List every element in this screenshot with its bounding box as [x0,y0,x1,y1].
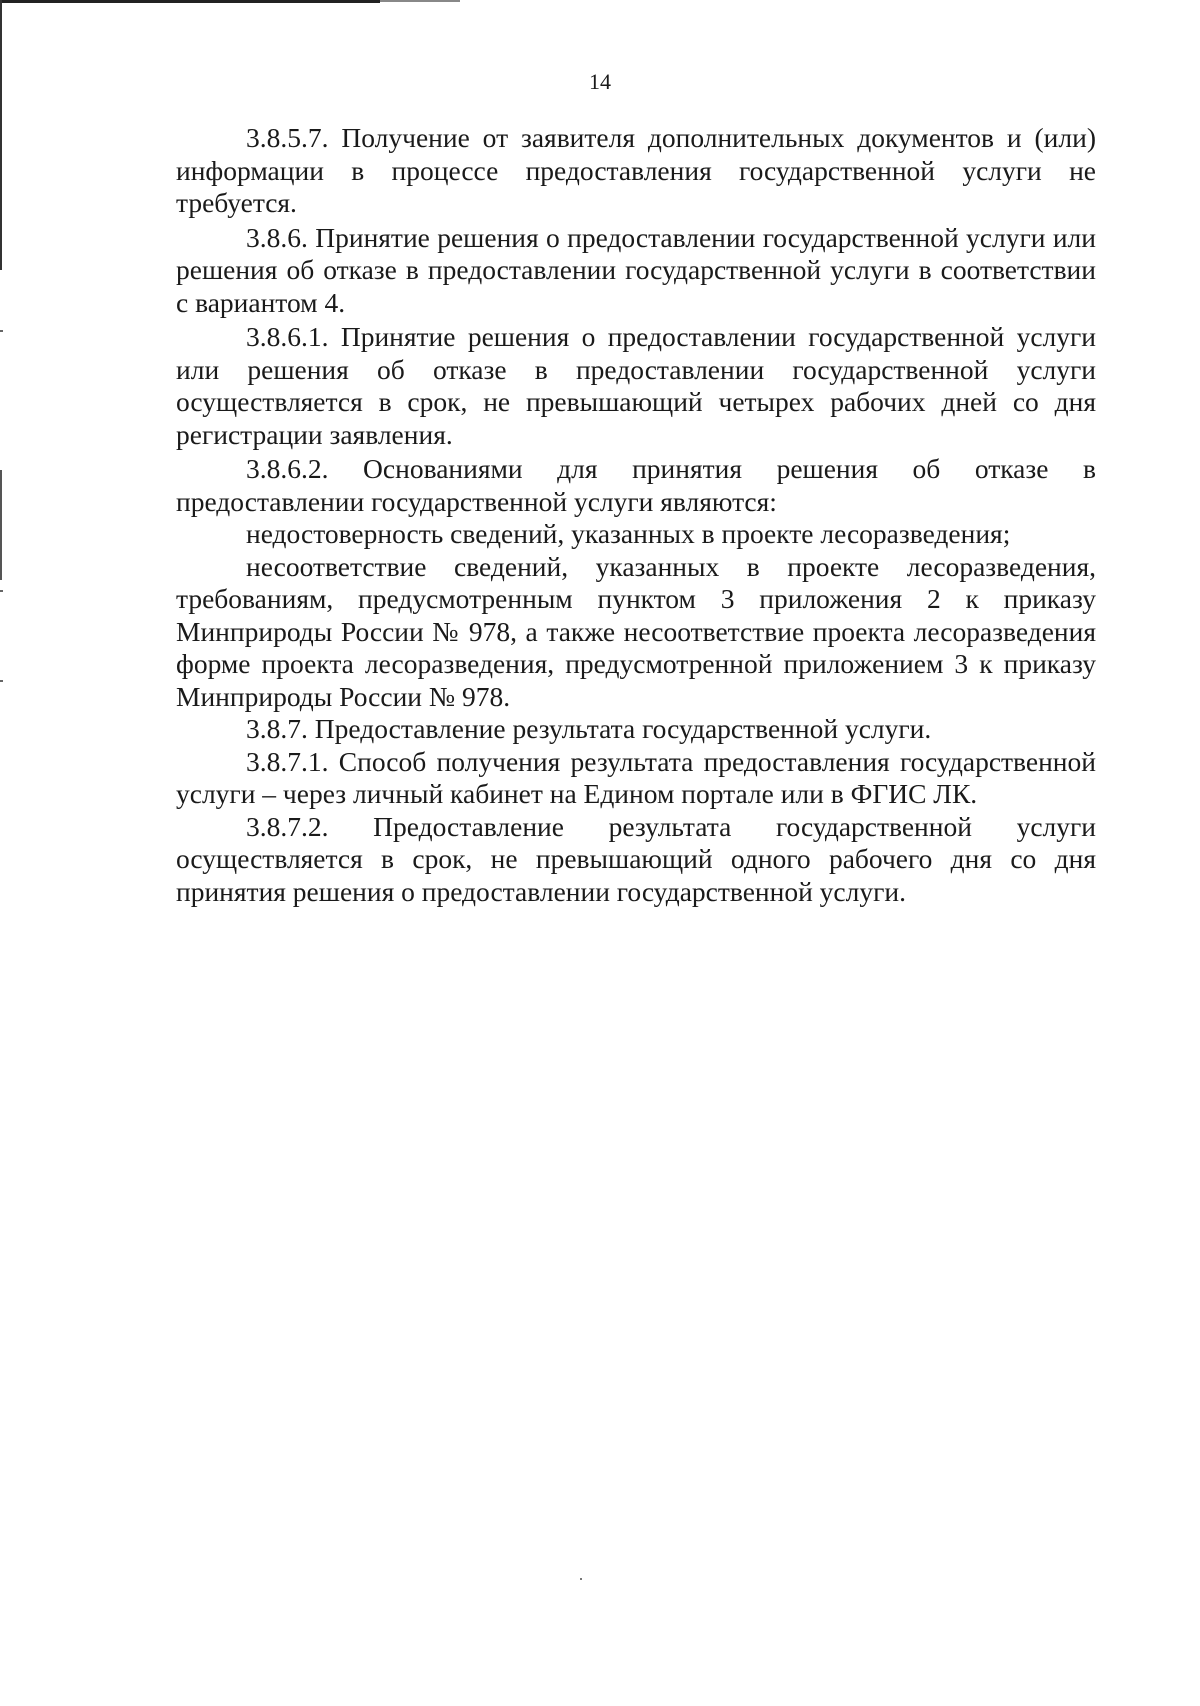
paragraph-3-8-6-2: 3.8.6.2. Основаниями для принятия решения об отказе в предоставлении государственной услуги являются: [176,453,1096,517]
scan-border-top [0,0,380,3]
paragraph-3-8-7-2: 3.8.7.2. Предоставление результата государственной услуги осуществляется в срок, не превышающий одного рабочего дня со дня принятия решения о предоставлении государственной услуги. [176,810,1096,907]
paragraph-3-8-6: 3.8.6. Принятие решения о предоставлении государственной услуги или решения об отказе в предоставлении государственной услуги в соответствии с вариантом 4. [176,221,1096,318]
scan-tick-mark [0,680,3,682]
scan-speck [580,1578,582,1580]
scan-border-top-faint [380,0,460,2]
paragraph-3-8-7: 3.8.7. Предоставление результата государственной услуги. [246,713,932,744]
paragraph-3-8-5-7: 3.8.5.7. Получение от заявителя дополнительных документов и (или) информации в процессе предоставления государственной услуги не требуется. [176,122,1096,218]
document-body [176,122,1096,908]
scan-border-left [0,0,2,270]
scan-tick-mark [0,330,3,332]
scan-border-left-lower [0,470,2,580]
scan-tick-mark [0,590,3,592]
paragraph-3-8-6-1: 3.8.6.1. Принятие решения о предоставлении государственной услуги или решения об отказе в предоставлении государственной услуги осуществляется в срок, не превышающий четырех рабочих дней со дня регистрации заявления. [176,321,1096,450]
page-number: 14 [589,69,611,94]
list-item-unreliable-data: недостоверность сведений, указанных в проекте лесоразведения; [246,518,1011,549]
list-item-nonconformity: несоответствие сведений, указанных в проекте лесоразведения, требованиям, предусмотренным пунктом 3 приложения 2 к приказу Минприроды России № 978, а также несоответствие проекта лесоразведения форме проекта лесоразведения, предусмотренной приложением 3 к приказу Минприроды России № 978. [176,550,1096,712]
paragraph-3-8-7-1: 3.8.7.1. Способ получения результата предоставления государственной услуги – через личный кабинет на Едином портале или в ФГИС ЛК. [176,745,1096,809]
